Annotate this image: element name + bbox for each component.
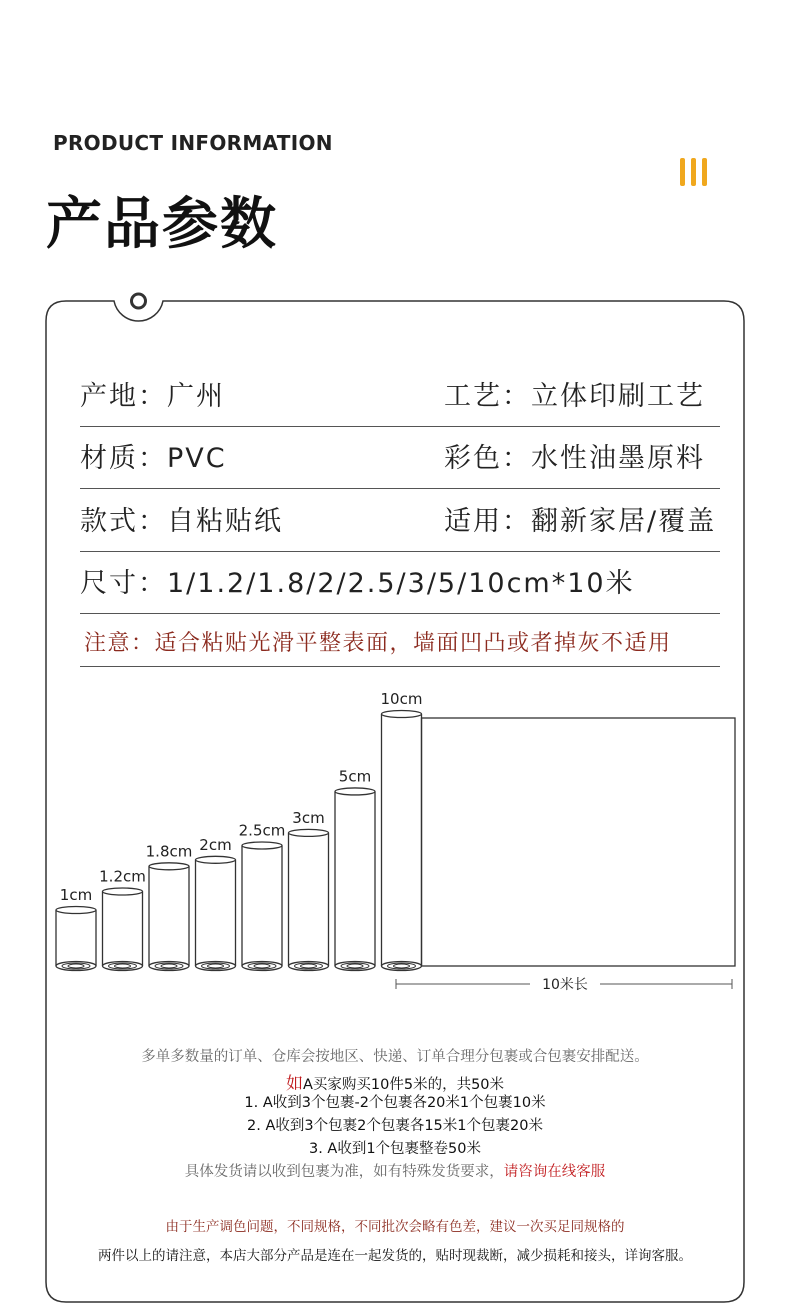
spec-material: 材质：PVC bbox=[80, 443, 227, 474]
contact-service-link[interactable]: 请咨询在线客服 bbox=[503, 1164, 606, 1180]
shipping-case: 1. A收到3个包裹-2个包裹各20米1个包裹10米 bbox=[244, 1095, 546, 1111]
shipping-final-text: 具体发货请以收到包裹为准，如有特殊发货要求， bbox=[184, 1164, 504, 1180]
page-title: 产品参数 bbox=[46, 192, 278, 257]
spec-usage: 适用：翻新家居/覆盖 bbox=[444, 506, 717, 537]
roll-top bbox=[242, 842, 282, 849]
unrolled-sheet bbox=[422, 718, 736, 966]
color-difference-note: 由于生产调色问题，不同规格，不同批次会略有色差，建议一次买足同规格的 bbox=[165, 1219, 625, 1235]
shipping-final bbox=[48, 1160, 742, 1181]
roll-size-label: 1cm bbox=[59, 886, 93, 904]
roll-body bbox=[289, 833, 329, 966]
roll-top bbox=[56, 907, 96, 914]
roll-size-label: 3cm bbox=[292, 808, 325, 827]
spec-row bbox=[80, 364, 720, 427]
roll-size-label: 2.5cm bbox=[238, 821, 286, 840]
example-mark: 如 bbox=[285, 1074, 303, 1094]
roll-size-label: 10cm bbox=[380, 690, 423, 708]
shipping-case: 2. A收到3个包裹2个包裹各15米1个包裹20米 bbox=[247, 1118, 543, 1134]
roll-top bbox=[149, 863, 189, 870]
shipping-intro: 多单多数量的订单、仓库会按地区、快递、订单合理分包裹或合包裹安排配送。 bbox=[141, 1049, 649, 1065]
spec-origin: 产地：广州 bbox=[80, 381, 225, 412]
roll-top bbox=[382, 711, 422, 718]
roll-body bbox=[335, 791, 375, 966]
spec-style: 款式：自粘贴纸 bbox=[80, 506, 283, 537]
spec-craft: 工艺：立体印刷工艺 bbox=[444, 381, 705, 412]
roll-top bbox=[196, 856, 236, 863]
roll-size-label: 1.8cm bbox=[145, 842, 193, 861]
spec-size: 尺寸：1/1.2/1.8/2/2.5/3/5/10cm*10米 bbox=[80, 568, 635, 599]
page-subtitle: PRODUCT INFORMATION bbox=[53, 131, 333, 155]
hang-hole-icon bbox=[132, 294, 146, 308]
roll-top bbox=[289, 829, 329, 836]
length-label: 10米长 bbox=[542, 977, 588, 993]
roll-top bbox=[335, 788, 375, 795]
roll-size-diagram bbox=[0, 680, 790, 1000]
roll-size-label: 5cm bbox=[338, 767, 372, 786]
example-text: A买家购买10件5米的，共50米 bbox=[302, 1077, 505, 1093]
roll-body bbox=[56, 910, 96, 966]
roll-size-label: 2cm bbox=[199, 835, 232, 854]
shipping-together-note: 两件以上的请注意，本店大部分产品是连在一起发货的，贴时现裁断，减少损耗和接头，详询客服。 bbox=[98, 1248, 692, 1264]
usage-note: 注意：适合粘贴光滑平整表面，墙面凹凸或者掉灰不适用 bbox=[84, 631, 672, 656]
roll-body bbox=[149, 866, 189, 966]
roll-body bbox=[196, 860, 236, 966]
roll-body bbox=[382, 714, 422, 966]
roll-top bbox=[103, 888, 143, 895]
roll-body bbox=[242, 845, 282, 966]
spec-color: 彩色：水性油墨原料 bbox=[444, 443, 705, 474]
spec-row bbox=[80, 489, 720, 552]
roll-body bbox=[103, 891, 143, 966]
divider bbox=[80, 666, 720, 667]
shipping-case: 3. A收到1个包裹整卷50米 bbox=[308, 1141, 482, 1157]
spec-row bbox=[80, 426, 720, 489]
roll-size-label: 1.2cm bbox=[99, 867, 146, 886]
spec-row bbox=[80, 551, 720, 614]
